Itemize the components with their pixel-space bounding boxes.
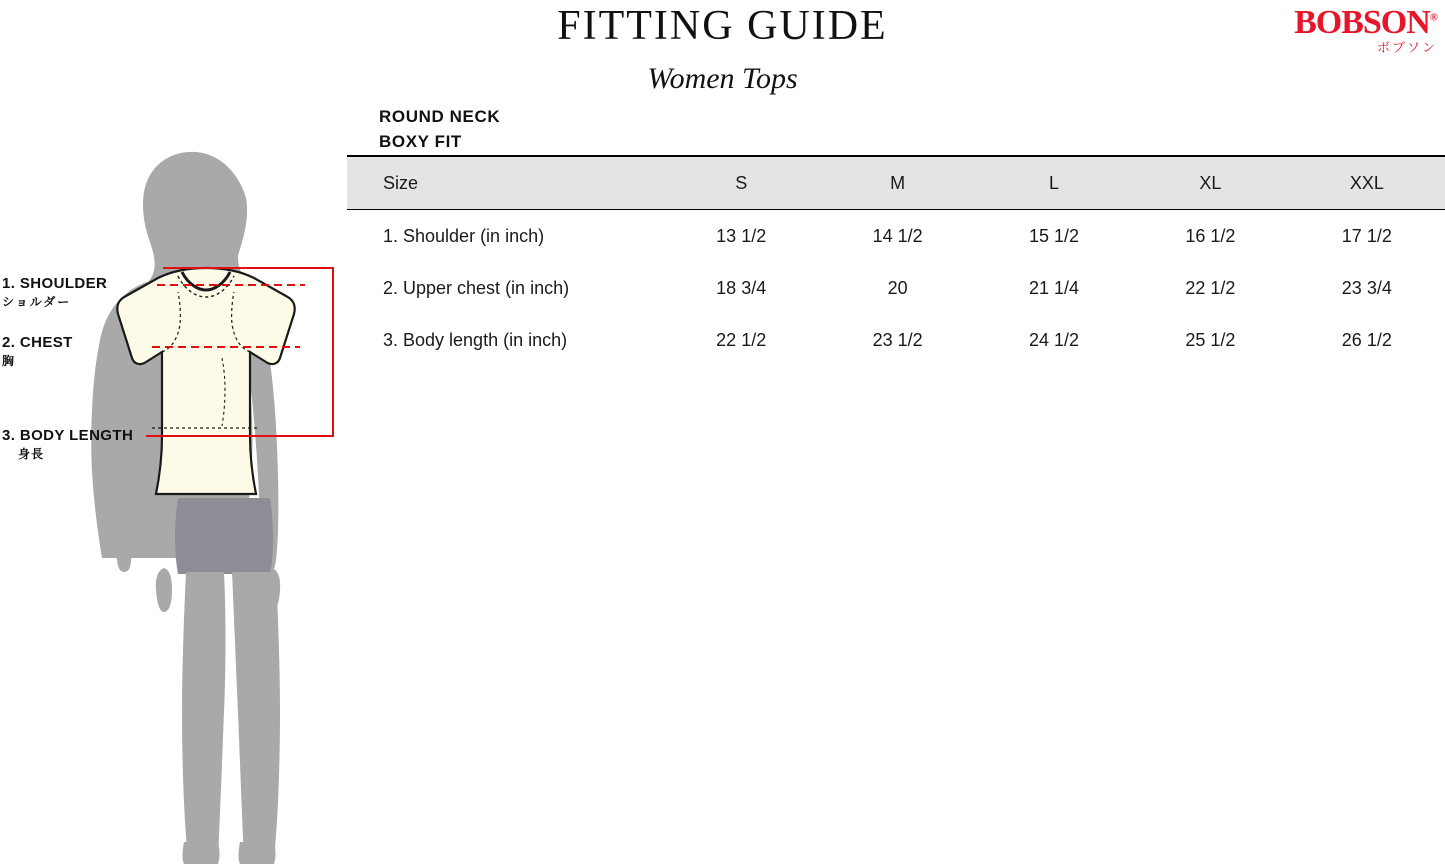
- cell-shoulder-s: 13 1/2: [716, 225, 767, 246]
- cell-upper-chest-xl: 22 1/2: [1185, 277, 1236, 298]
- brand-logo: [1294, 6, 1437, 55]
- row-label-upper-chest: 2. Upper chest (in inch): [383, 277, 570, 298]
- cell-body-length-xl: 25 1/2: [1185, 329, 1236, 350]
- cell-upper-chest-m: 20: [887, 277, 908, 298]
- cell-body-length-s: 22 1/2: [716, 329, 767, 350]
- brand-name-japanese: ボブソン: [1376, 41, 1437, 56]
- callout-body-length-label: 3. BODY LENGTH: [2, 427, 134, 444]
- row-label-body-length: 3. Body length (in inch): [383, 329, 568, 350]
- cell-body-length-l: 24 1/2: [1028, 329, 1080, 350]
- fit-description: [379, 104, 500, 154]
- page-title: FITTING GUIDE: [557, 3, 888, 49]
- brand-name-text: BOBSON: [1294, 4, 1430, 41]
- callout-body-length: [2, 427, 133, 462]
- callout-chest-japanese: 胸: [2, 354, 17, 368]
- table-header-xl: XL: [1199, 172, 1222, 193]
- cell-body-length-xxl: 26 1/2: [1341, 329, 1392, 350]
- fit-line-neck: ROUND NECK: [379, 107, 501, 126]
- cell-body-length-m: 23 1/2: [872, 329, 923, 350]
- row-label-shoulder: 1. Shoulder (in inch): [383, 225, 545, 246]
- callout-body-length-japanese: 身長: [18, 447, 45, 461]
- cell-shoulder-l: 15 1/2: [1028, 225, 1080, 246]
- table-header-xxl: XXL: [1349, 172, 1384, 193]
- cell-upper-chest-l: 21 1/4: [1028, 277, 1080, 298]
- callout-chest-label: 2. CHEST: [2, 334, 73, 351]
- cell-upper-chest-s: 18 3/4: [716, 277, 767, 298]
- table-body: [347, 210, 1445, 366]
- table-header-l: L: [1049, 172, 1060, 193]
- size-table: [347, 155, 1445, 366]
- female-body-silhouette: [91, 152, 280, 864]
- fitting-illustration: [0, 100, 347, 865]
- cell-shoulder-m: 14 1/2: [872, 225, 923, 246]
- table-row: [347, 262, 1445, 314]
- table-row: [347, 314, 1445, 366]
- cell-shoulder-xl: 16 1/2: [1185, 225, 1236, 246]
- callout-shoulder-label: 1. SHOULDER: [2, 275, 108, 292]
- cell-shoulder-xxl: 17 1/2: [1341, 225, 1392, 246]
- table-header-row: [347, 155, 1445, 210]
- table-header-m: M: [890, 172, 906, 193]
- table-header-size: Size: [383, 172, 419, 193]
- callout-shoulder-japanese: ショルダー: [2, 295, 72, 309]
- table-row: [347, 210, 1445, 262]
- callout-chest: [2, 334, 73, 369]
- registered-mark-icon: ®: [1429, 11, 1437, 24]
- cell-upper-chest-xxl: 23 3/4: [1341, 277, 1392, 298]
- fit-line-cut: BOXY FIT: [379, 132, 462, 151]
- page-subtitle: Women Tops: [647, 62, 798, 95]
- table-header-s: S: [735, 172, 748, 193]
- brand-name: [1294, 6, 1437, 40]
- callout-shoulder: [2, 275, 107, 310]
